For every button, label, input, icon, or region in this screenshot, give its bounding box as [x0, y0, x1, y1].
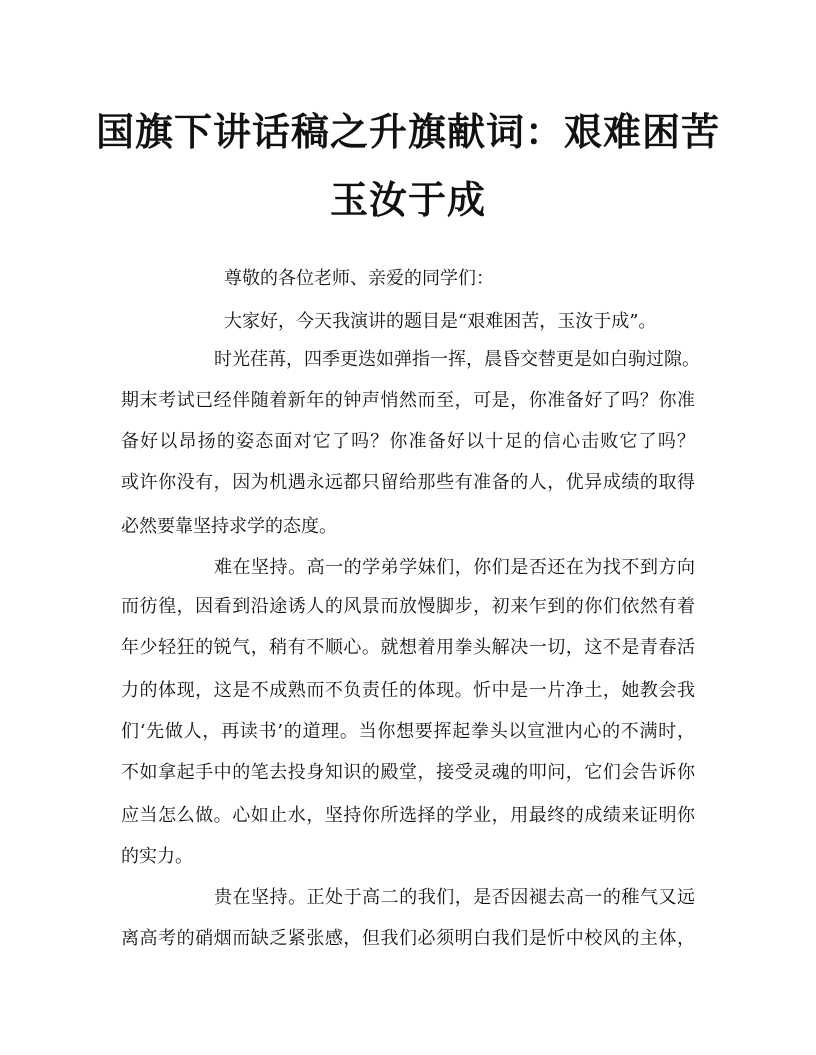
paragraph2-line: 的实力。	[121, 846, 193, 867]
paragraph3-line: 贵在坚持。正处于高二的我们，是否因褪去高一的稚气又远	[214, 887, 695, 908]
paragraph2-line: 应当怎么做。心如止水，坚持你所选择的学业，用最终的成绩来证明你	[121, 805, 695, 826]
paragraph1-line: 或许你没有，因为机遇永远都只留给那些有准备的人，优异成绩的取得	[121, 472, 695, 493]
paragraph1-line: 期末考试已经伴随着新年的钟声悄然而至，可是，你准备好了吗？你准	[121, 390, 695, 411]
opening-line: 大家好，今天我演讲的题目是“艰难困苦，玉汝于成”。	[224, 311, 657, 332]
paragraph1-line: 必然要靠坚持求学的态度。	[121, 516, 337, 537]
paragraph2-line: 不如拿起手中的笔去投身知识的殿堂，接受灵魂的叩问，它们会告诉你	[121, 762, 695, 783]
paragraph1-line: 备好以昂扬的姿态面对它了吗？你准备好以十足的信心击败它了吗？	[121, 431, 695, 452]
paragraph2-line: 年少轻狂的锐气，稍有不顺心。就想着用拳头解决一切，这不是青春活	[121, 637, 695, 658]
paragraph2-line: 而彷徨，因看到沿途诱人的风景而放慢脚步，初来乍到的你们依然有着	[121, 596, 695, 617]
paragraph2-line: 难在坚持。高一的学弟学妹们，你们是否还在为找不到方向	[214, 557, 695, 578]
paragraph2-line: 们‘先做人，再读书’的道理。当你想要挥起拳头以宣泄内心的不满时，	[121, 721, 695, 742]
document-title-line-1: 国旗下讲话稿之升旗献词：艰难困苦	[95, 109, 720, 154]
paragraph2-line: 力的体现，这是不成熟而不负责任的体现。忻中是一片净土，她教会我	[121, 680, 695, 701]
paragraph3-line: 离高考的硝烟而缺乏紧张感，但我们必须明白我们是忻中校风的主体，	[121, 928, 695, 949]
salutation: 尊敬的各位老师、亲爱的同学们：	[224, 268, 494, 289]
paragraph1-line: 时光荏苒，四季更迭如弹指一挥，晨昏交替更是如白驹过隙。	[214, 349, 700, 370]
document-title-line-2: 玉汝于成	[329, 177, 486, 222]
